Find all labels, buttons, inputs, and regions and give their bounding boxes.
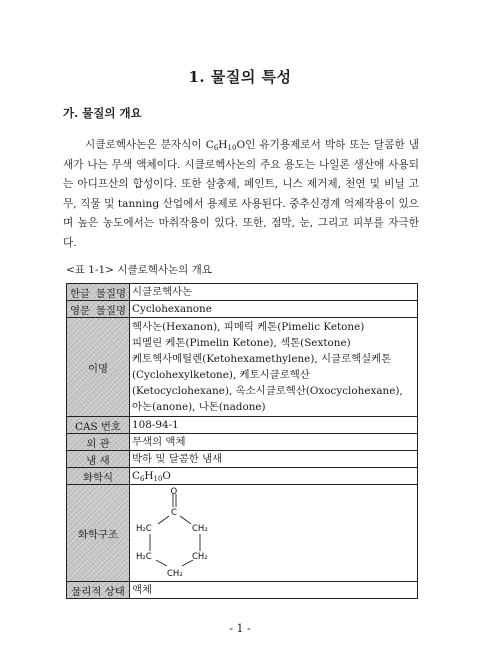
row-label-appearance: 외 관 <box>67 434 130 451</box>
paragraph-subscript-2: 10 <box>227 144 237 152</box>
paragraph-subscript-1: 6 <box>213 144 219 152</box>
paragraph-text-after: O인 유기용제로서 박하 또는 달콤한 냄새가 나는 무색 액체이다. 시클로헥사논의 주요 용도는 나일론 생산에 사용되는 아디프산의 합성이다. 또한 살충제, 페인트, 니스 제거제, 천연 및 비닐 고무, 직물 및 tanning 산업에서 용제로 사용된다. 중추신경계 억제작용이 있으며 높은 농도에서는 마취작용이 있다. 또한, 점막, 눈, 그리고 피부를 자극한다. <box>63 139 419 249</box>
atom-ch2-left-top: H₂C <box>136 524 152 534</box>
physical-state-value: 액체 <box>130 582 418 599</box>
table-caption: <표 1-1> 시클로헥사논의 개요 <box>66 264 212 276</box>
cas-value: 108-94-1 <box>130 417 418 434</box>
atom-oxygen: O <box>170 487 178 497</box>
paragraph-text-mid: H <box>218 139 228 151</box>
structure-value <box>130 485 418 582</box>
page-number: - 1 - <box>229 622 251 635</box>
atom-ch2-left-bottom: H₂C <box>136 552 152 562</box>
table-row <box>67 284 418 301</box>
korean-name-value: 시클로헥사논 <box>130 284 418 301</box>
paragraph-text-before: 시클로헥사논은 분자식이 C <box>85 139 214 151</box>
appearance-value: 무색의 액체 <box>130 434 418 451</box>
table-row <box>67 434 418 451</box>
synonym-line: 헥사논(Hexanon), 피메릭 케톤(Pimelic Ketone) <box>132 321 365 333</box>
row-label-formula: 화학식 <box>67 468 130 485</box>
overview-table <box>66 283 418 599</box>
row-label-synonyms: 이명 <box>67 318 130 417</box>
odor-value: 박하 및 달콤한 냄새 <box>130 451 418 468</box>
row-label-korean-name: 한글 물질명 <box>67 284 130 301</box>
row-label-structure: 화학구조 <box>67 485 130 582</box>
row-label-physical-state: 물리적 상태 <box>67 582 130 599</box>
table-row <box>67 485 418 582</box>
atom-ch2-right-bottom: CH₂ <box>192 552 208 562</box>
atom-ch2-right-top: CH₂ <box>192 524 208 534</box>
page-title: 1. 물질의 특성 <box>188 68 292 86</box>
synonym-line: 아논(anone), 나돈(nadone) <box>132 401 266 413</box>
overview-paragraph <box>63 136 419 253</box>
cyclohexanone-structure <box>130 485 415 581</box>
atom-carbonyl-carbon: C <box>171 508 177 518</box>
table-row <box>67 301 418 318</box>
table-row <box>67 468 418 485</box>
row-label-odor: 냄 새 <box>67 451 130 468</box>
synonym-line: 케토헥사메틸렌(Ketohexamethylene), 시클로헥실케톤 <box>132 353 392 365</box>
section-heading: 가. 물질의 개요 <box>63 106 142 120</box>
row-label-english-name: 영문 물질명 <box>67 301 130 318</box>
table-row <box>67 451 418 468</box>
synonyms-value <box>130 318 418 417</box>
row-label-cas: CAS 번호 <box>67 417 130 434</box>
atom-ch2-bottom: CH₂ <box>167 569 183 579</box>
english-name-value: Cyclohexanone <box>130 301 418 318</box>
synonym-line: 피멜린 케톤(Pimelin Ketone), 섹톤(Sextone) <box>132 337 351 349</box>
table-row <box>67 318 418 417</box>
table-row <box>67 417 418 434</box>
synonym-line: (Ketocyclohexane), 옥소시클로헥산(Oxocyclohexane), <box>132 385 403 397</box>
table-row <box>67 582 418 599</box>
synonym-line: (Cyclohexylketone), 케토시클로헥산 <box>132 369 310 381</box>
formula-value: $C_6H_{10}O$ <box>130 468 418 485</box>
